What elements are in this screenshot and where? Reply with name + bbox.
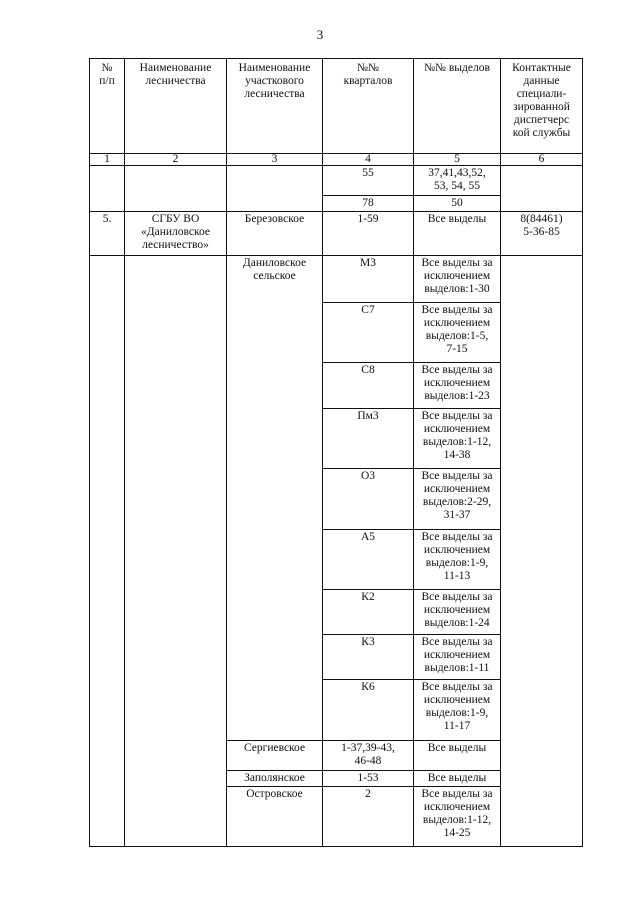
table-row xyxy=(90,212,583,256)
vydel-cell: Все выделы за исключением выделов:1-9, 11-17 xyxy=(414,680,501,741)
district-name: Березовское xyxy=(227,212,323,256)
kvartal-cell: О3 xyxy=(323,469,414,530)
column-number: 4 xyxy=(323,154,414,166)
kvartal-cell: С7 xyxy=(323,303,414,363)
vydel-cell: 37,41,43,52, 53, 54, 55 xyxy=(414,166,501,196)
vydel-cell: Все выделы xyxy=(414,212,501,256)
header-cell-vydel: №№ выделов xyxy=(414,59,501,154)
entry-number: 5. xyxy=(90,212,125,256)
kvartal-cell: 1-59 xyxy=(323,212,414,256)
kvartal-cell: К2 xyxy=(323,590,414,635)
table-row xyxy=(90,166,583,196)
kvartal-cell: М3 xyxy=(323,256,414,303)
header-cell-contact: Контактные данные специали- зированной диспетчерс кой службы xyxy=(501,59,583,154)
vydel-cell: Все выделы xyxy=(414,741,501,771)
vydel-cell: Все выделы за исключением выделов:1-12, 14-25 xyxy=(414,787,501,847)
vydel-cell: Все выделы за исключением выделов:1-9, 11-13 xyxy=(414,530,501,590)
kvartal-cell: 78 xyxy=(323,196,414,212)
kvartal-cell: Пм3 xyxy=(323,409,414,469)
contact-cell: 8(84461) 5-36-85 xyxy=(501,212,583,256)
vydel-cell: Все выделы за исключением выделов:1-12, 14-38 xyxy=(414,409,501,469)
forestry-name: СГБУ ВО «Даниловское лесничество» xyxy=(125,212,227,256)
kvartal-cell: 1-53 xyxy=(323,771,414,787)
district-name: Островское xyxy=(227,787,323,847)
column-number-row xyxy=(90,154,583,166)
header-cell-kvartal: №№ кварталов xyxy=(323,59,414,154)
kvartal-cell: 2 xyxy=(323,787,414,847)
kvartal-cell: С8 xyxy=(323,363,414,409)
empty-cell xyxy=(90,256,125,847)
column-number: 6 xyxy=(501,154,583,166)
kvartal-cell: К6 xyxy=(323,680,414,741)
vydel-cell: Все выделы за исключением выделов:1-11 xyxy=(414,635,501,680)
kvartal-cell: 1-37,39-43, 46-48 xyxy=(323,741,414,771)
kvartal-cell: К3 xyxy=(323,635,414,680)
vydel-cell: Все выделы за исключением выделов:1-24 xyxy=(414,590,501,635)
district-name: Сергиевское xyxy=(227,741,323,771)
header-cell-district: Наименование участкового лесничества xyxy=(227,59,323,154)
vydel-cell: 50 xyxy=(414,196,501,212)
kvartal-cell: А5 xyxy=(323,530,414,590)
district-name: Даниловское сельское xyxy=(227,256,323,741)
empty-cell xyxy=(501,166,583,212)
vydel-cell: Все выделы за исключением выделов:2-29, 31-37 xyxy=(414,469,501,530)
column-number: 1 xyxy=(90,154,125,166)
table-row xyxy=(90,256,583,303)
empty-cell xyxy=(125,256,227,847)
vydel-cell: Все выделы за исключением выделов:1-30 xyxy=(414,256,501,303)
vydel-cell: Все выделы за исключением выделов:1-5, 7-15 xyxy=(414,303,501,363)
column-number: 3 xyxy=(227,154,323,166)
empty-cell xyxy=(90,166,125,212)
vydel-cell: Все выделы xyxy=(414,771,501,787)
empty-cell xyxy=(125,166,227,212)
vydel-cell: Все выделы за исключением выделов:1-23 xyxy=(414,363,501,409)
empty-cell xyxy=(501,256,583,847)
table-header-row xyxy=(90,59,583,154)
kvartal-cell: 55 xyxy=(323,166,414,196)
column-number: 2 xyxy=(125,154,227,166)
district-name: Заполянское xyxy=(227,771,323,787)
forestry-table xyxy=(89,58,583,847)
header-cell-number: № п/п xyxy=(90,59,125,154)
column-number: 5 xyxy=(414,154,501,166)
empty-cell xyxy=(227,166,323,212)
page-number: 3 xyxy=(316,27,324,42)
header-cell-forestry: Наименование лесничества xyxy=(125,59,227,154)
